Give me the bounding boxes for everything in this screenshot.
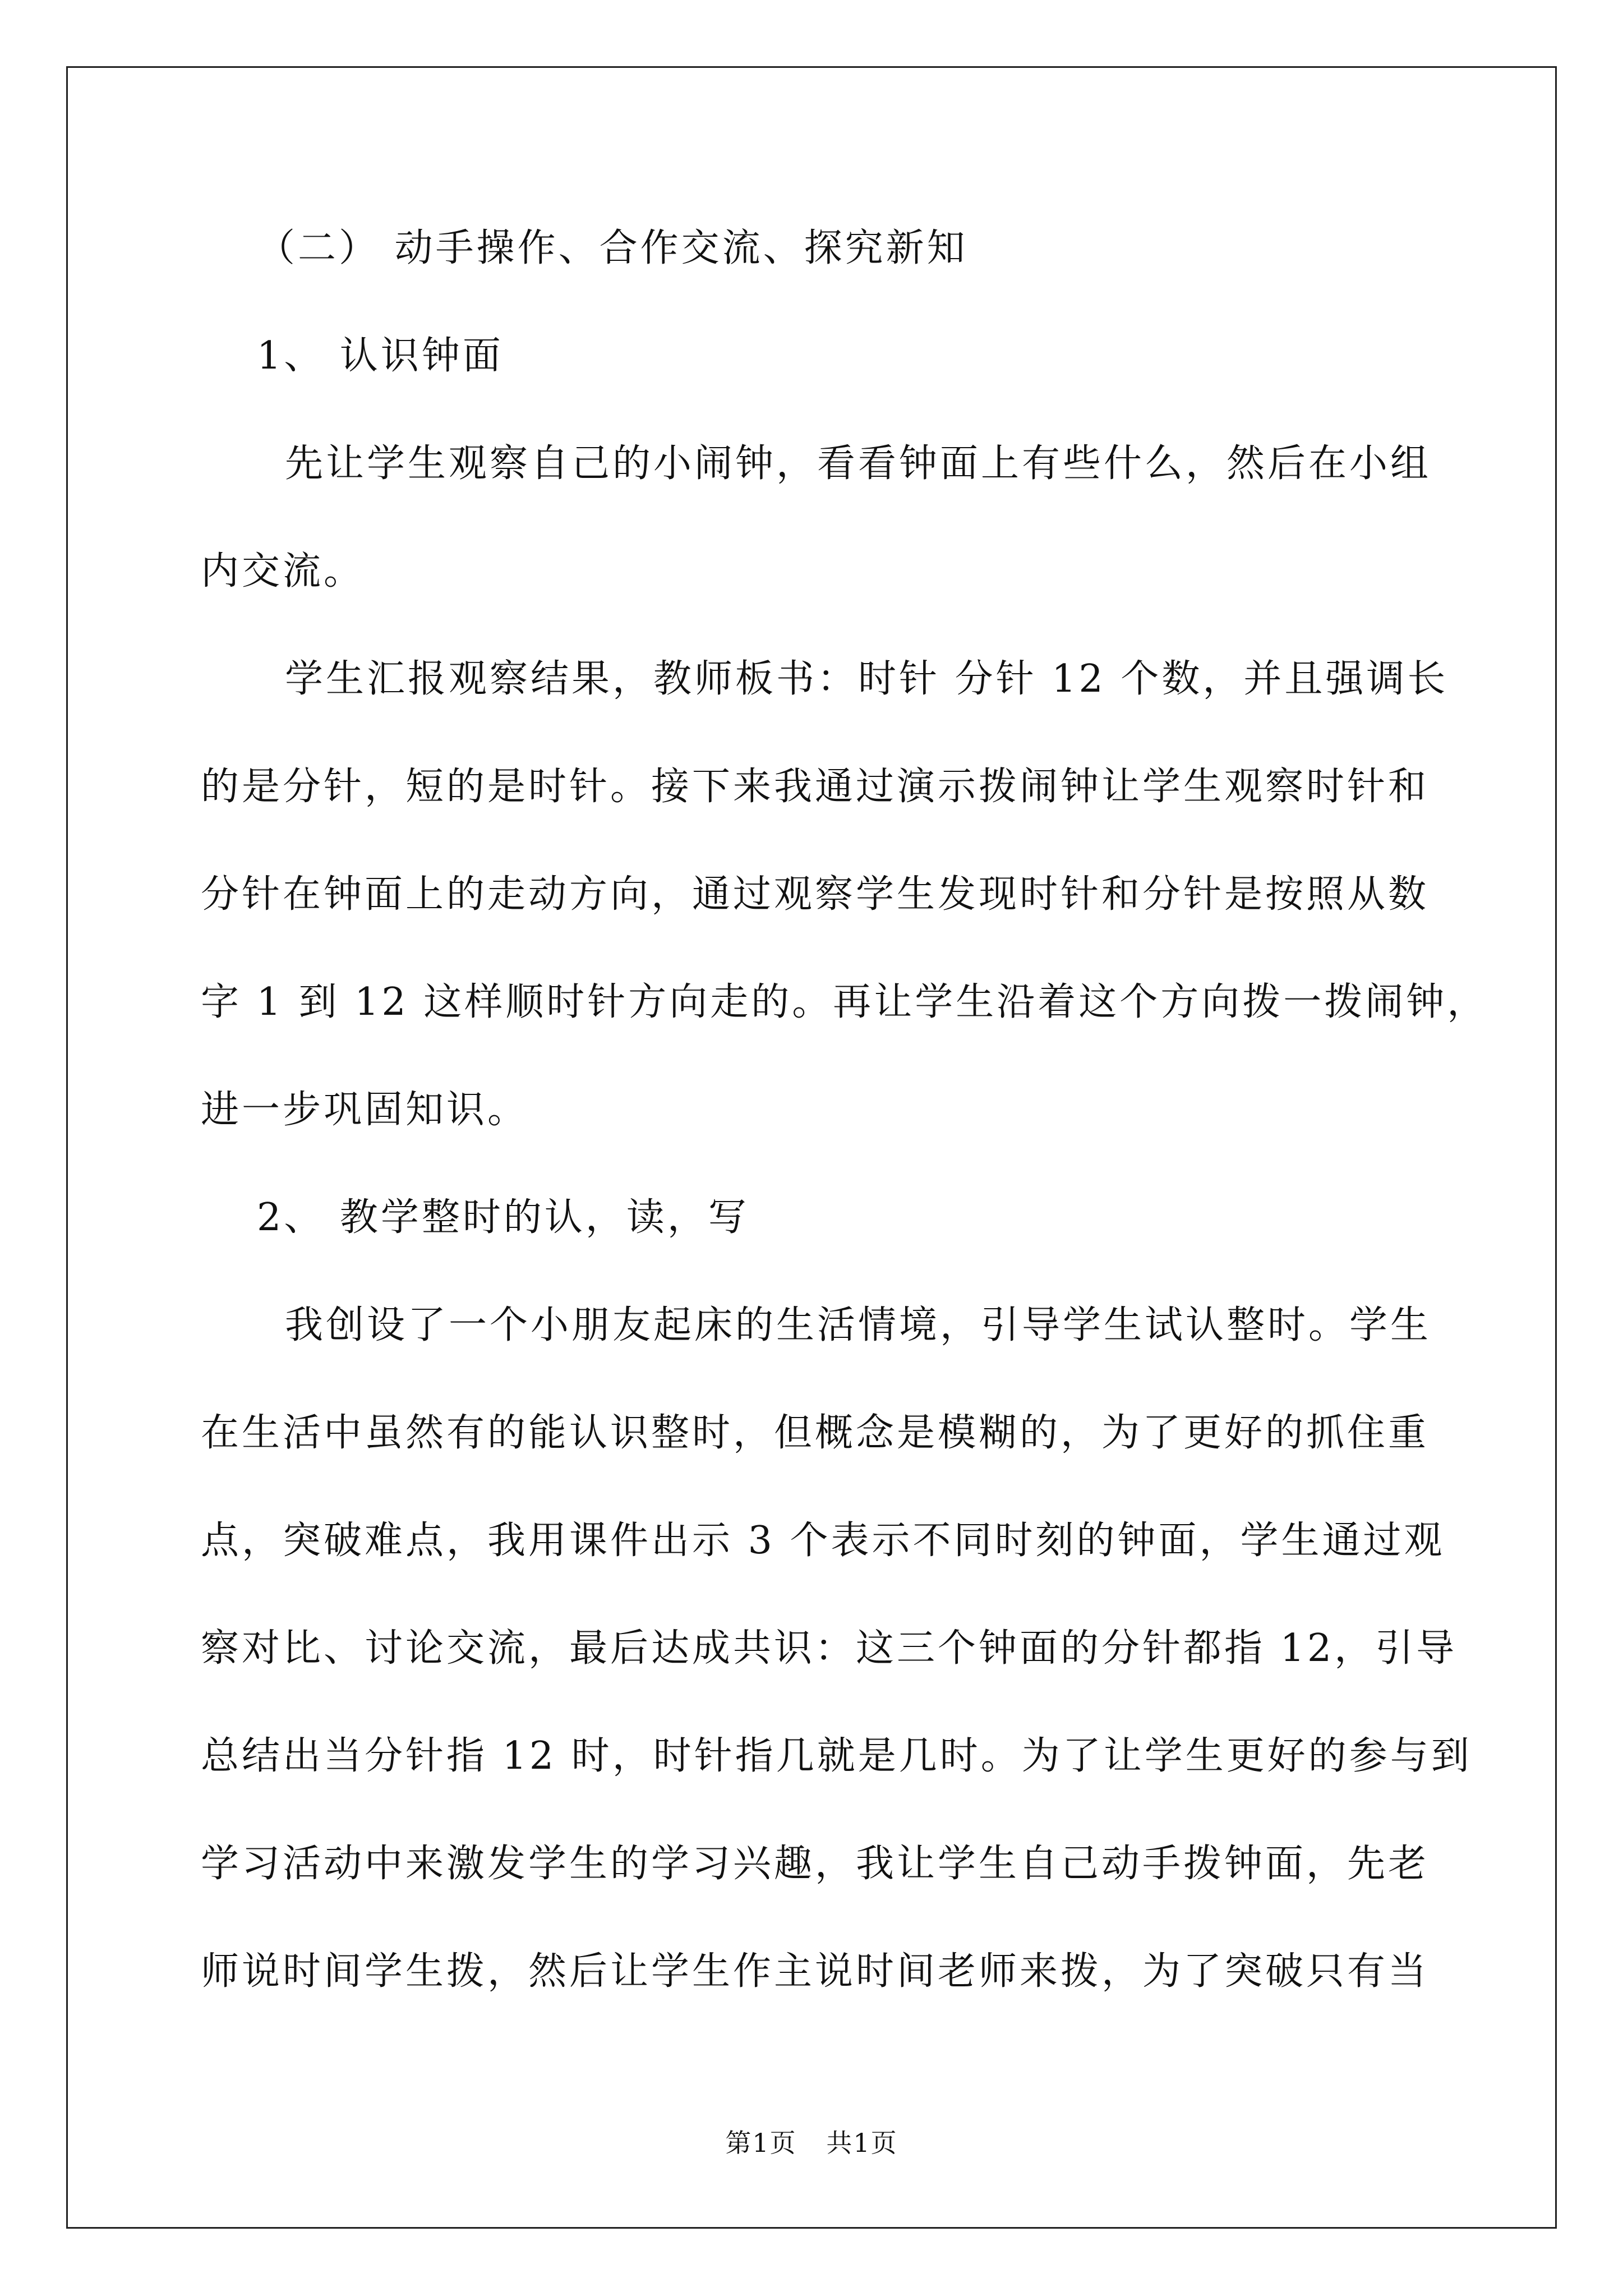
subsection-heading: 1、 认识钟面: [257, 334, 504, 378]
section-heading: （二） 动手操作、合作交流、探究新知: [257, 226, 968, 270]
subsection-heading: 2、 教学整时的认，读，写: [257, 1195, 749, 1240]
paragraph-line: 学生汇报观察结果，教师板书：时针 分针 12 个数，并且强调长: [285, 657, 1449, 701]
paragraph-line: 在生活中虽然有的能认识整时，但概念是模糊的，为了更好的抓住重: [201, 1411, 1430, 1455]
paragraph-line: 分针在钟面上的走动方向，通过观察学生发现时针和分针是按照从数: [201, 872, 1430, 917]
paragraph-line: 我创设了一个小朋友起床的生活情境，引导学生试认整时。学生: [285, 1303, 1432, 1347]
paragraph-line: 学习活动中来激发学生的学习兴趣，我让学生自己动手拨钟面，先老: [201, 1842, 1430, 1886]
document-body: [201, 222, 1488, 1999]
paragraph-line: 察对比、讨论交流，最后达成共识：这三个钟面的分针都指 12，引导: [201, 1626, 1458, 1671]
paragraph-line: 点，突破难点，我用课件出示 3 个表示不同时刻的钟面，学生通过观: [201, 1519, 1445, 1563]
page-footer: [0, 2126, 1623, 2160]
paragraph-line: 字 1 到 12 这样顺时针方向走的。再让学生沿着这个方向拨一拨闹钟，: [201, 980, 1488, 1024]
paragraph-line: 师说时间学生拨，然后让学生作主说时间老师来拨，为了突破只有当: [201, 1949, 1430, 1994]
paragraph-line: 总结出当分针指 12 时，时针指几就是几时。为了让学生更好的参与到: [201, 1734, 1472, 1778]
page-total: 共1页: [826, 2128, 898, 2158]
paragraph-line: 内交流。: [201, 549, 365, 593]
page-number: 第1页: [725, 2128, 797, 2158]
paragraph-line: 的是分针，短的是时针。接下来我通过演示拨闹钟让学生观察时针和: [201, 765, 1430, 809]
paragraph-line: 进一步巩固知识。: [201, 1088, 529, 1132]
paragraph-line: 先让学生观察自己的小闹钟，看看钟面上有些什么，然后在小组: [285, 441, 1432, 486]
